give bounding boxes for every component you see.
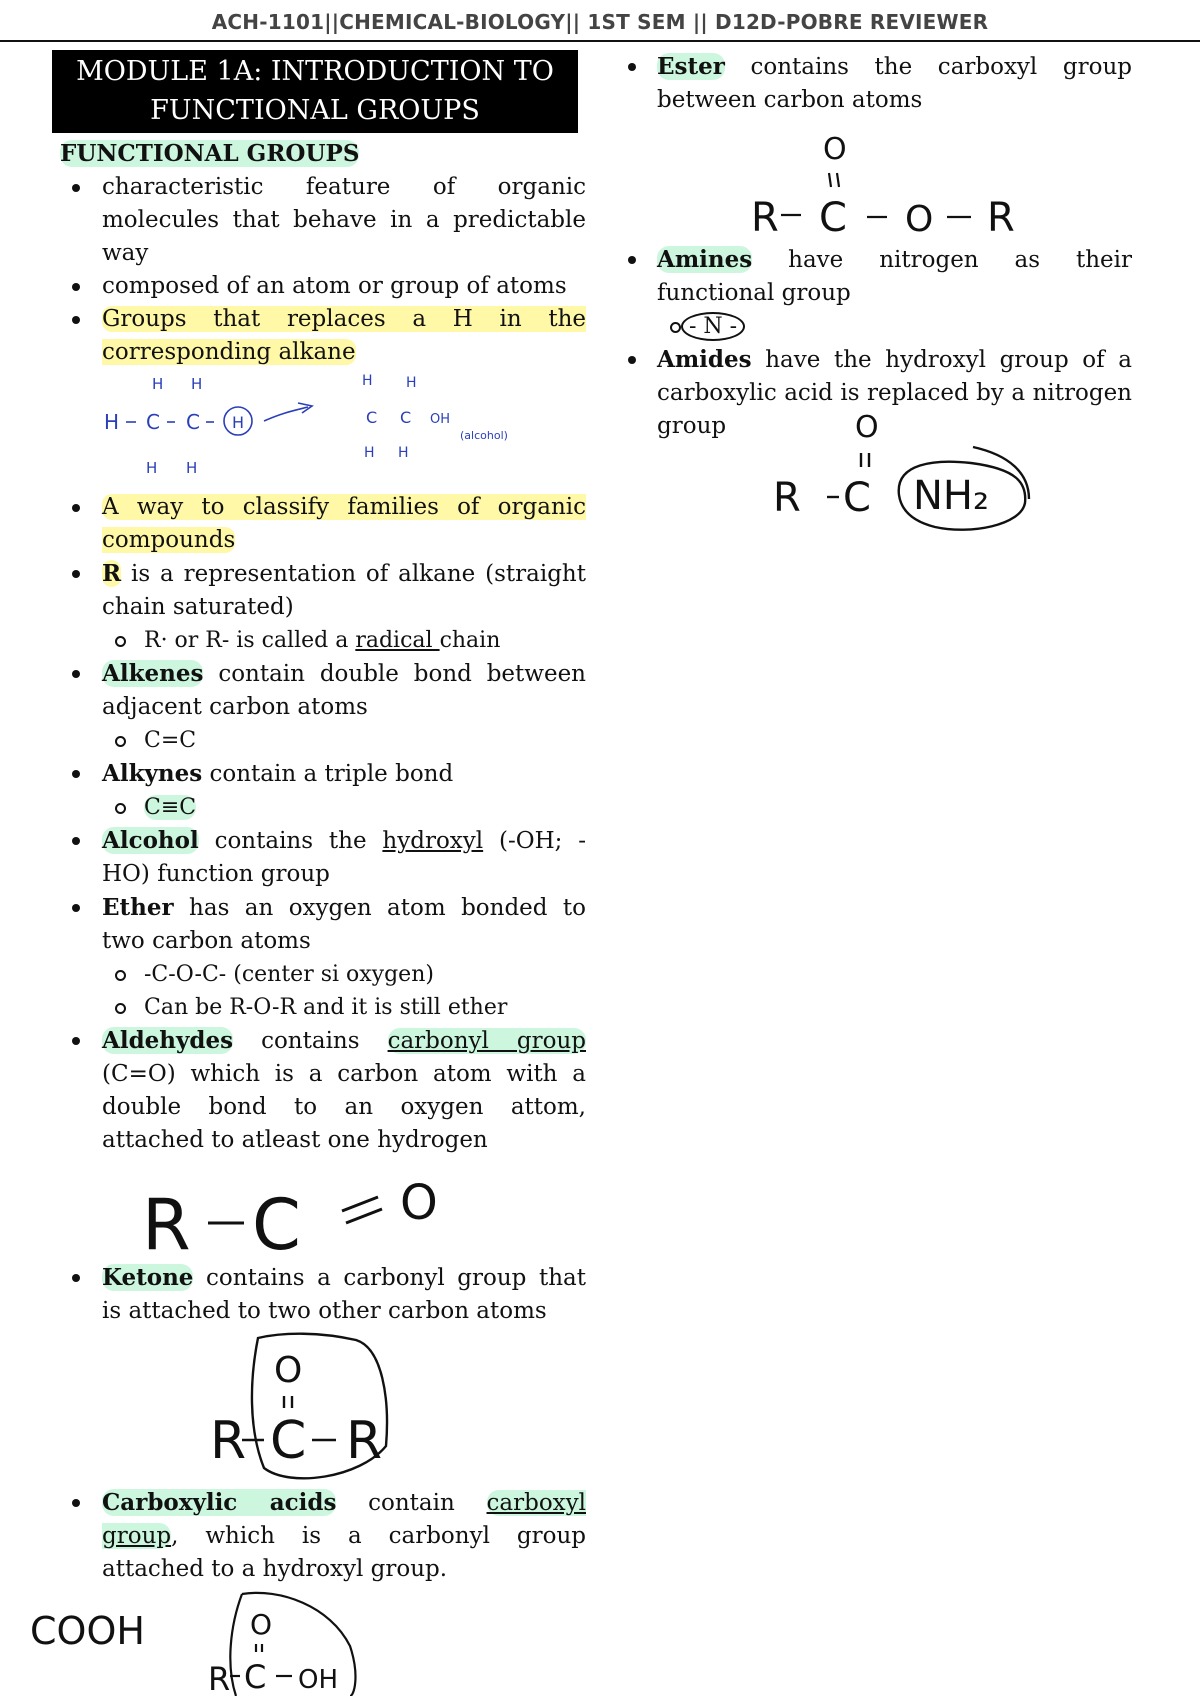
list-item <box>60 171 586 270</box>
term-label: Amides <box>657 346 752 373</box>
list-item-text: contain double bond between adjacent carbon atoms <box>102 661 586 720</box>
ester-sketch <box>625 117 1132 243</box>
functional-groups-list <box>625 50 1132 117</box>
sketch-text: OH <box>298 1665 339 1695</box>
list-item-text: has an oxygen atom bonded to two carbon atoms <box>102 895 586 954</box>
list-item-text: composed of an atom or group of atoms <box>102 273 567 299</box>
module-title: MODULE 1A: INTRODUCTION TO FUNCTIONAL GROUPS <box>52 50 578 133</box>
sub-list <box>102 791 586 824</box>
sub-list-item <box>102 791 586 824</box>
list-item <box>60 757 586 824</box>
underlined-text: hydroxyl <box>382 828 484 854</box>
sketch-text: H <box>232 413 245 432</box>
sketch-text: O <box>400 1175 438 1231</box>
sketch-text: O <box>274 1350 303 1391</box>
section-heading-text: FUNCTIONAL GROUPS <box>60 140 360 167</box>
sketch-text: O <box>855 410 879 445</box>
sub-list-item <box>102 958 586 991</box>
aldehyde-sketch <box>60 1157 586 1261</box>
list-item-text: characteristic feature of organic molecules that behave in a predictable way <box>102 174 586 266</box>
sub-list-item <box>102 724 586 757</box>
list-item-text: , which is a carbonyl group attached to a hydroxyl group. <box>102 1523 586 1582</box>
list-item-text: (C=O) which is a carbon atom with a double bond to an oxygen attom, attached to atleast one hydrogen <box>102 1061 586 1153</box>
sketch-text: R <box>751 195 779 241</box>
list-item <box>60 824 586 891</box>
sketch-text: R <box>208 1660 231 1696</box>
list-item <box>60 270 586 303</box>
sketch-text: O <box>250 1608 273 1641</box>
functional-groups-list <box>60 491 586 1157</box>
list-item-text: contains the carboxyl group between carbon atoms <box>657 54 1132 113</box>
list-item <box>60 557 586 657</box>
list-item-text: Can be R-O-R and it is still ether <box>144 995 508 1020</box>
sub-list <box>657 310 1132 343</box>
list-item-text: is a representation of alkane (straight chain saturated) <box>102 561 586 620</box>
functional-groups-list <box>60 171 586 369</box>
term-label: Amines <box>657 246 753 273</box>
sketch-text: R <box>987 195 1015 241</box>
sketch-text: O <box>905 199 934 240</box>
list-item <box>60 891 586 1024</box>
term-label: Aldehydes <box>102 1027 234 1054</box>
sketch-text: C <box>819 195 847 241</box>
list-item-text: contain a triple bond <box>202 761 454 787</box>
sketch-text: NH₂ <box>913 473 990 519</box>
term-label: Carboxylic acids <box>102 1489 337 1516</box>
list-item <box>60 1261 586 1328</box>
list-item-text: chain <box>439 628 501 653</box>
list-item-text: A way to classify families of organic compounds <box>102 494 586 553</box>
sketch-text: C <box>252 1184 301 1261</box>
term-label: Alcohol <box>102 827 199 854</box>
term-label: Alkenes <box>102 660 204 687</box>
list-item <box>60 303 586 369</box>
sketch-text: H <box>191 375 203 393</box>
term-label: Alkynes <box>102 760 203 787</box>
list-item-text: contains <box>233 1028 388 1054</box>
sketch-text: C <box>400 408 412 427</box>
sketch-text: H <box>146 459 158 477</box>
sub-list <box>102 724 586 757</box>
underlined-text: carbonyl group <box>387 1028 586 1054</box>
list-item-text: R· or R- is called a <box>144 628 356 653</box>
list-item-text: contain <box>336 1490 487 1516</box>
sketch-text: H <box>406 375 417 391</box>
sketch-text: COOH <box>30 1609 145 1653</box>
header-divider <box>0 40 1200 42</box>
sketch-text: R <box>210 1411 247 1471</box>
functional-groups-list <box>60 1261 586 1328</box>
sketch-text: R <box>773 475 801 521</box>
page-header: ACH-1101||CHEMICAL-BIOLOGY|| 1ST SEM || D12D-POBRE REVIEWER <box>211 10 989 34</box>
sketch-text: C <box>843 475 871 521</box>
functional-groups-list <box>625 243 1132 443</box>
list-item-text: contains a carbonyl group that is attached to two other carbon atoms <box>102 1265 586 1324</box>
underlined-text: carboxyl group <box>102 1490 586 1549</box>
list-item-text: have nitrogen as their functional group <box>657 247 1132 306</box>
list-item-text: (-OH; -HO) function group <box>102 828 586 887</box>
sub-list-item <box>102 991 586 1024</box>
underlined-text: radical <box>355 628 440 653</box>
sketch-text: OH <box>430 412 451 427</box>
list-item-text: contains the <box>198 828 383 854</box>
sketch-text: H <box>364 445 375 461</box>
sketch-text: H <box>398 445 409 461</box>
alcohol-label: (alcohol) <box>460 429 508 442</box>
sub-list-item <box>102 624 586 657</box>
functional-groups-list <box>60 1486 586 1586</box>
term-label: R <box>102 560 122 587</box>
sub-list <box>102 624 586 657</box>
term-label: Ketone <box>102 1264 194 1291</box>
right-column <box>625 50 1132 533</box>
list-item-text: - N - <box>681 312 745 341</box>
sketch-text: C <box>244 1658 267 1696</box>
sketch-text: C <box>270 1411 307 1471</box>
carboxylic-acid-sketch <box>30 1586 556 1696</box>
list-item <box>60 1486 586 1586</box>
sketch-text: alcohol <box>464 429 504 442</box>
list-item-text: Groups that replaces a H in the corresponding alkane <box>102 306 586 365</box>
list-item-text: C=C <box>144 728 197 753</box>
sub-list-item <box>657 310 1132 343</box>
list-item <box>625 243 1132 343</box>
sketch-text: R <box>142 1184 191 1261</box>
list-item <box>60 491 586 557</box>
list-item <box>60 1024 586 1157</box>
term-label: Ester <box>657 53 725 80</box>
list-item-text: have the hydroxyl group of a carboxylic acid is replaced by a nitrogen group <box>657 347 1132 439</box>
list-item-text: -C-O-C- (center si oxygen) <box>144 962 434 987</box>
sketch-text: O <box>823 132 847 167</box>
sketch-text: H <box>362 373 373 389</box>
alkane-to-alcohol-sketch <box>60 369 586 491</box>
sketch-text: C <box>146 410 160 434</box>
sketch-text: C <box>186 410 200 434</box>
sketch-text: H <box>152 375 164 393</box>
sketch-text: H <box>186 459 198 477</box>
list-item <box>60 657 586 757</box>
ketone-sketch <box>60 1328 586 1486</box>
term-label: Ether <box>102 894 174 921</box>
list-item-text: C≡C <box>144 795 197 820</box>
list-item <box>625 343 1132 443</box>
section-heading <box>60 137 586 171</box>
left-column <box>30 50 586 1696</box>
sketch-text: H <box>104 410 120 434</box>
sketch-text: C <box>366 408 378 427</box>
list-item <box>625 50 1132 117</box>
sub-list <box>102 958 586 1024</box>
sketch-text: R <box>346 1411 383 1471</box>
